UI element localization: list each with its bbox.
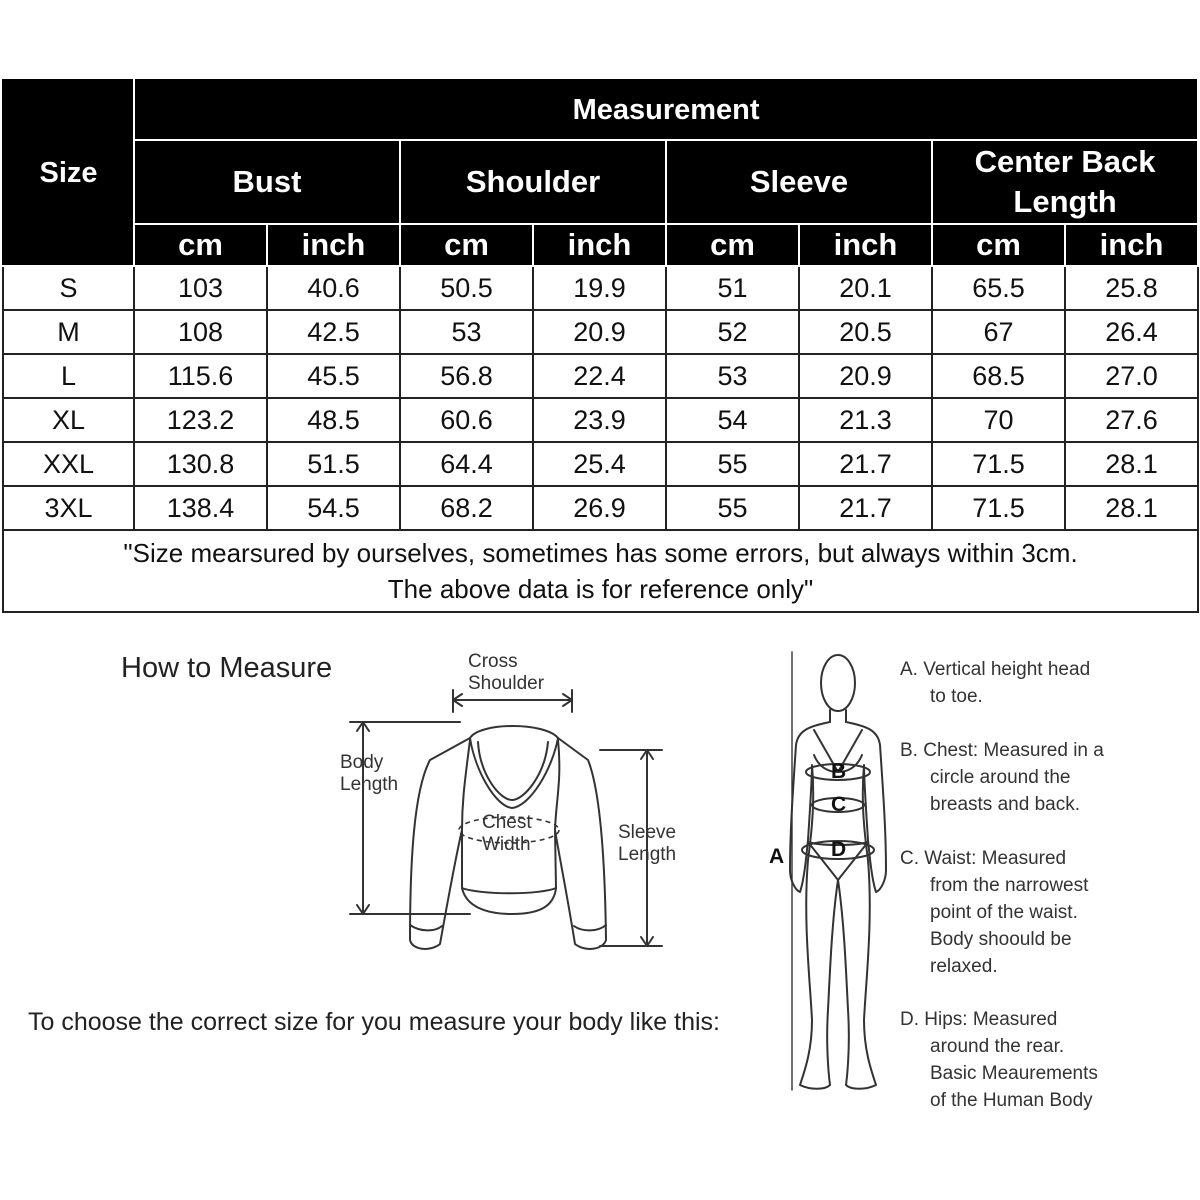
value-cell: 115.6 [134, 354, 267, 398]
disclaimer-line-2: The above data is for reference only" [387, 574, 814, 604]
chest-width-label-2: Width [482, 834, 531, 855]
value-cell: 20.9 [533, 310, 666, 354]
height-marker-a: A [769, 845, 785, 868]
value-cell: 26.9 [533, 486, 666, 530]
value-cell: 52 [666, 310, 799, 354]
chest-width-label-1: Chest [482, 812, 532, 833]
value-cell: 20.5 [799, 310, 932, 354]
value-cell: 42.5 [267, 310, 400, 354]
cross-shoulder-label-1: Cross [468, 651, 518, 672]
hips-marker-d: D [831, 838, 847, 861]
disclaimer-line-1: "Size mearsured by ourselves, sometimes has some errors, but always within 3cm. [123, 538, 1078, 568]
value-cell: 71.5 [932, 486, 1065, 530]
value-cell: 55 [666, 442, 799, 486]
value-cell: 71.5 [932, 442, 1065, 486]
value-cell: 21.7 [799, 442, 932, 486]
value-cell: 54 [666, 398, 799, 442]
size-cell: L [3, 354, 134, 398]
unit-header: inch [267, 224, 400, 266]
legend-item-d: D. Hips: Measured around the rear. Basic Meaurements of the Human Body [900, 1009, 1098, 1111]
value-cell: 108 [134, 310, 267, 354]
value-cell: 21.7 [799, 486, 932, 530]
cross-shoulder-label-2: Shoulder [468, 673, 545, 694]
sleeve-length-label-2: Length [618, 844, 677, 865]
legend-item-a: A. Vertical height head to toe. [900, 659, 1091, 707]
bust-header: Bust [134, 140, 400, 224]
size-cell: M [3, 310, 134, 354]
value-cell: 25.8 [1065, 266, 1198, 310]
measurement-header: Measurement [134, 80, 1198, 140]
size-cell: XL [3, 398, 134, 442]
value-cell: 23.9 [533, 398, 666, 442]
unit-header: inch [1065, 224, 1198, 266]
size-cell: 3XL [3, 486, 134, 530]
value-cell: 28.1 [1065, 442, 1198, 486]
how-to-measure-title: How to Measure [121, 652, 333, 684]
value-cell: 51.5 [267, 442, 400, 486]
value-cell: 60.6 [400, 398, 533, 442]
chest-marker-b: B [831, 760, 847, 783]
value-cell: 56.8 [400, 354, 533, 398]
center-back-length-header: Center Back Length [932, 140, 1198, 224]
value-cell: 22.4 [533, 354, 666, 398]
value-cell: 21.3 [799, 398, 932, 442]
sleeve-length-label-1: Sleeve [618, 822, 677, 843]
unit-header: cm [400, 224, 533, 266]
unit-header: inch [533, 224, 666, 266]
value-cell: 65.5 [932, 266, 1065, 310]
value-cell: 103 [134, 266, 267, 310]
value-cell: 68.5 [932, 354, 1065, 398]
value-cell: 20.9 [799, 354, 932, 398]
value-cell: 54.5 [267, 486, 400, 530]
value-cell: 53 [666, 354, 799, 398]
waist-marker-c: C [831, 793, 847, 816]
value-cell: 68.2 [400, 486, 533, 530]
value-cell: 64.4 [400, 442, 533, 486]
legend-item-b: B. Chest: Measured in a circle around the breasts and back. [900, 740, 1104, 815]
value-cell: 45.5 [267, 354, 400, 398]
value-cell: 26.4 [1065, 310, 1198, 354]
measure-instruction: To choose the correct size for you measure your body like this: [28, 1008, 720, 1036]
size-cell: S [3, 266, 134, 310]
value-cell: 40.6 [267, 266, 400, 310]
value-cell: 48.5 [267, 398, 400, 442]
value-cell: 28.1 [1065, 486, 1198, 530]
value-cell: 55 [666, 486, 799, 530]
value-cell: 19.9 [533, 266, 666, 310]
unit-header: inch [799, 224, 932, 266]
unit-header: cm [932, 224, 1065, 266]
sleeve-header: Sleeve [666, 140, 932, 224]
body-length-label-1: Body [340, 752, 384, 773]
value-cell: 27.0 [1065, 354, 1198, 398]
size-cell: XXL [3, 442, 134, 486]
value-cell: 50.5 [400, 266, 533, 310]
value-cell: 130.8 [134, 442, 267, 486]
shoulder-header: Shoulder [400, 140, 666, 224]
value-cell: 25.4 [533, 442, 666, 486]
value-cell: 51 [666, 266, 799, 310]
value-cell: 123.2 [134, 398, 267, 442]
value-cell: 138.4 [134, 486, 267, 530]
value-cell: 53 [400, 310, 533, 354]
size-header: Size [3, 80, 134, 266]
body-length-label-2: Length [340, 774, 399, 795]
value-cell: 70 [932, 398, 1065, 442]
value-cell: 67 [932, 310, 1065, 354]
value-cell: 20.1 [799, 266, 932, 310]
unit-header: cm [134, 224, 267, 266]
value-cell: 27.6 [1065, 398, 1198, 442]
unit-header: cm [666, 224, 799, 266]
legend-item-c: C. Waist: Measured from the narrowest point of the waist. Body shoould be relaxed. [900, 848, 1089, 977]
